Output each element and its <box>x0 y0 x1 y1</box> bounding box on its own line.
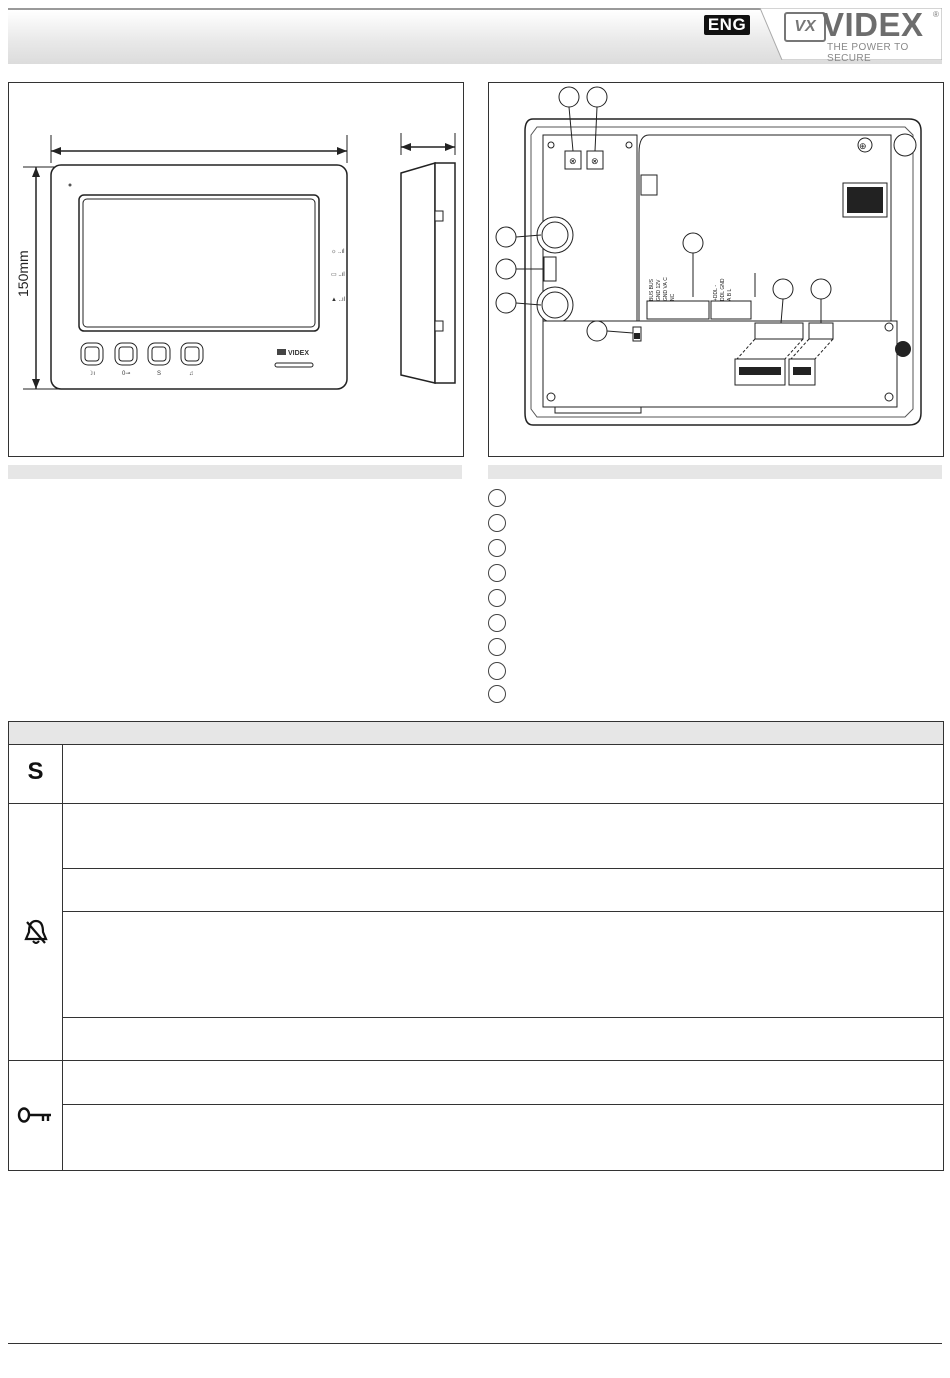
svg-text:0⊸: 0⊸ <box>122 371 131 377</box>
key-icon <box>17 1106 55 1124</box>
subrow-divider <box>62 911 943 912</box>
front-view-drawing <box>9 83 463 456</box>
svg-text:☽ı: ☽ı <box>88 371 96 377</box>
page-header <box>0 0 950 62</box>
list-item-marker <box>488 685 506 703</box>
rear-view-panel <box>488 82 944 457</box>
registered-mark: ® <box>933 10 939 19</box>
subrow-divider <box>62 1104 943 1105</box>
terminal-labels-right: +DDL -DDL GND A B L <box>713 278 733 301</box>
rear-view-drawing <box>489 83 943 456</box>
icon-column-divider <box>62 744 63 1170</box>
svg-text:▭ ..ıl: ▭ ..ıl <box>331 272 345 278</box>
list-item-marker <box>488 638 506 656</box>
terminal-labels-left: BUS BUS GND 12V GND VA C NC <box>649 277 676 301</box>
row-divider <box>9 803 943 804</box>
list-item-marker <box>488 539 506 557</box>
right-section-bar <box>488 465 942 479</box>
list-item-marker <box>488 489 506 507</box>
svg-text:⊗: ⊗ <box>569 156 577 166</box>
list-item-marker <box>488 614 506 632</box>
svg-text:⊗: ⊗ <box>591 156 599 166</box>
list-item-marker <box>488 514 506 532</box>
monitor-brand: VIDEX <box>288 350 310 357</box>
svg-text:♫: ♫ <box>189 371 194 377</box>
footer-rule <box>8 1343 942 1344</box>
subrow-divider <box>62 868 943 869</box>
left-section-bar <box>8 465 462 479</box>
features-table <box>8 721 944 1171</box>
bell-mute-icon <box>23 918 49 946</box>
svg-text:⊕: ⊕ <box>859 141 867 151</box>
status-s-icon: S <box>27 758 44 785</box>
brand-tagline: THE POWER TO SECURE <box>827 42 909 64</box>
front-view-panel <box>8 82 464 457</box>
language-badge: ENG <box>704 15 750 35</box>
svg-text:☼ ..ıl: ☼ ..ıl <box>331 249 345 255</box>
list-item-marker <box>488 589 506 607</box>
row-divider <box>9 1060 943 1061</box>
videx-mark-icon: VX <box>784 12 826 42</box>
brand-logo: VIDEX <box>822 6 924 43</box>
height-dimension-label: 150mm <box>15 250 31 297</box>
subrow-divider <box>62 1017 943 1018</box>
features-table-header <box>9 722 943 745</box>
svg-text:▲ ..ıl: ▲ ..ıl <box>331 297 345 303</box>
svg-text:S: S <box>157 371 162 377</box>
list-item-marker <box>488 662 506 680</box>
list-item-marker <box>488 564 506 582</box>
